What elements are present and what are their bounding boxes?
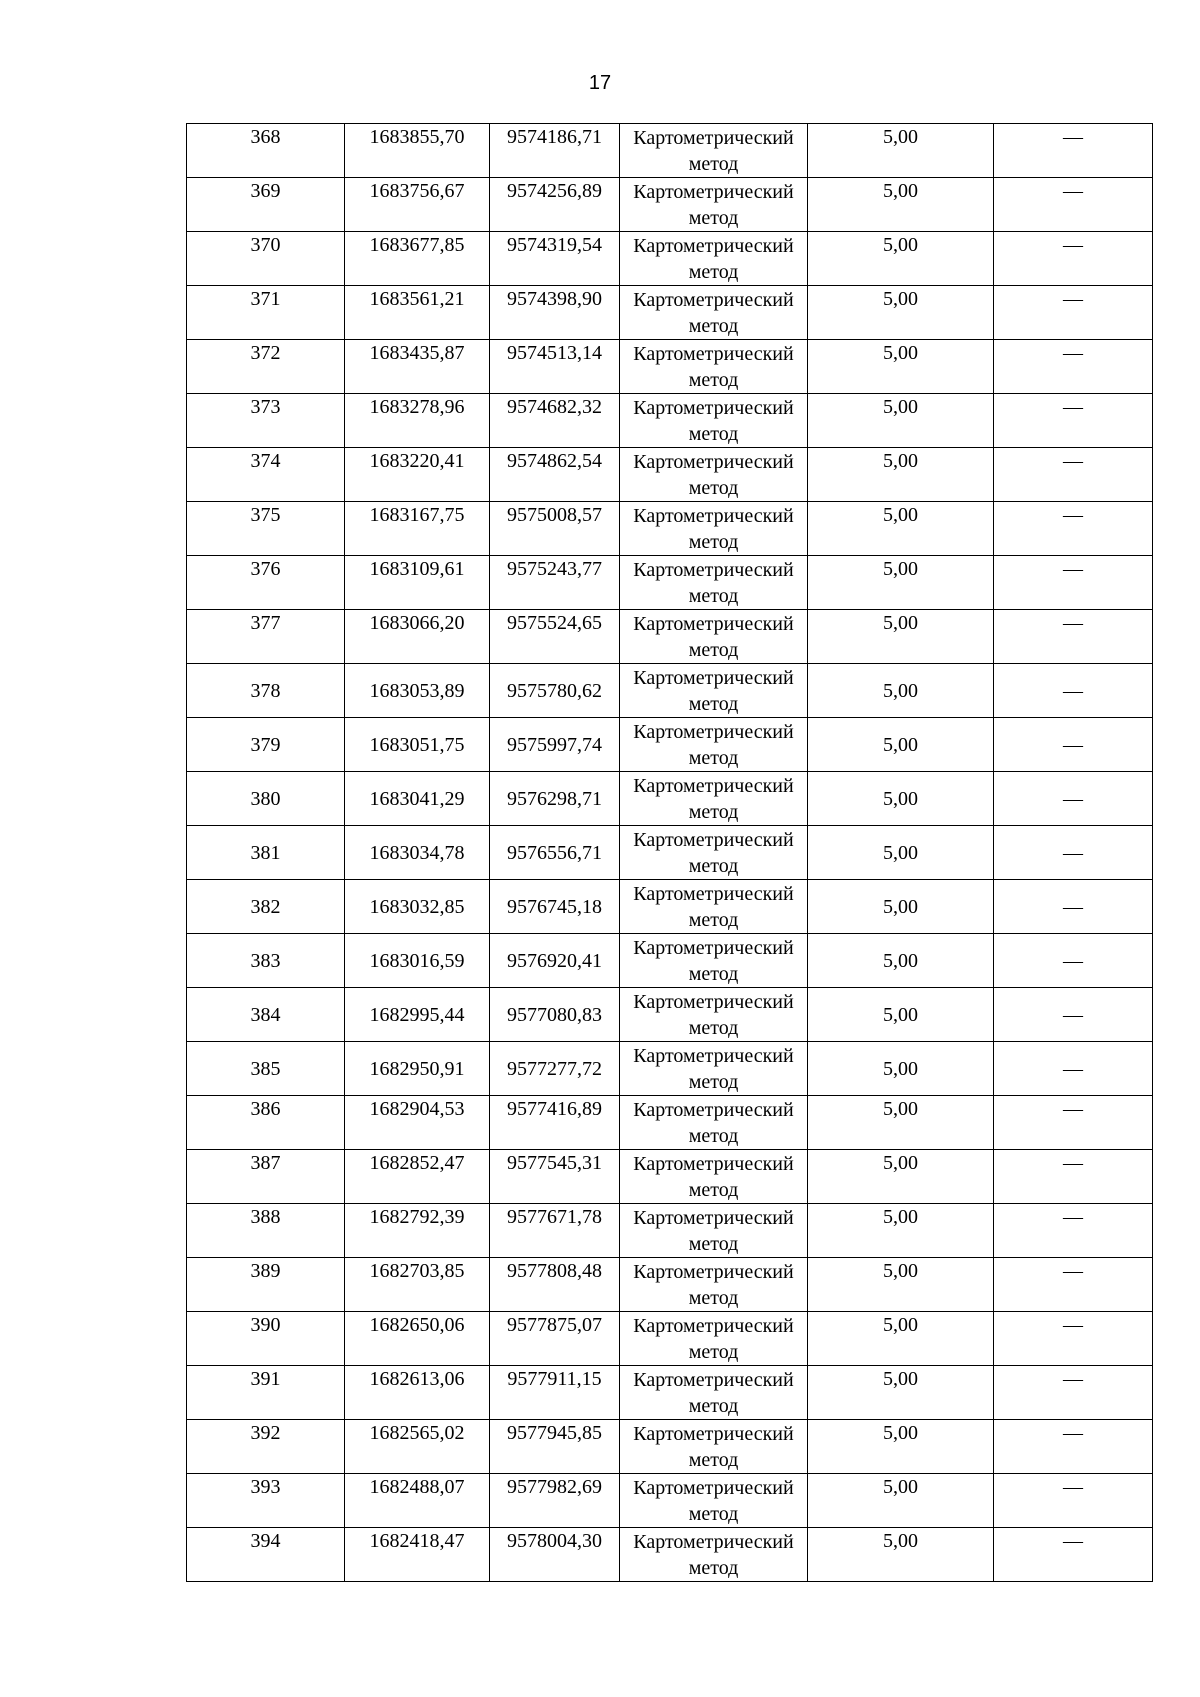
- y-coordinate-cell: 9577982,69: [490, 1474, 620, 1528]
- description-cell: —: [994, 1150, 1153, 1204]
- x-coordinate-cell: 1683032,85: [345, 880, 490, 934]
- description-cell: —: [994, 1474, 1153, 1528]
- y-coordinate-cell: 9577545,31: [490, 1150, 620, 1204]
- y-coordinate-cell: 9575008,57: [490, 502, 620, 556]
- method-cell: Картометрический метод: [620, 1096, 808, 1150]
- table-row: [187, 664, 1153, 718]
- method-cell: Картометрический метод: [620, 1150, 808, 1204]
- y-coordinate-cell: 9574682,32: [490, 394, 620, 448]
- table-row: [187, 178, 1153, 232]
- point-number-cell: 388: [187, 1204, 345, 1258]
- x-coordinate-cell: 1683034,78: [345, 826, 490, 880]
- description-cell: —: [994, 1312, 1153, 1366]
- method-cell: Картометрический метод: [620, 1042, 808, 1096]
- description-cell: —: [994, 286, 1153, 340]
- x-coordinate-cell: 1683561,21: [345, 286, 490, 340]
- accuracy-cell: 5,00: [808, 448, 994, 502]
- point-number-cell: 383: [187, 934, 345, 988]
- accuracy-cell: 5,00: [808, 340, 994, 394]
- description-cell: —: [994, 718, 1153, 772]
- description-cell: —: [994, 1420, 1153, 1474]
- y-coordinate-cell: 9576920,41: [490, 934, 620, 988]
- x-coordinate-cell: 1682995,44: [345, 988, 490, 1042]
- accuracy-cell: 5,00: [808, 1420, 994, 1474]
- description-cell: —: [994, 340, 1153, 394]
- method-cell: Картометрический метод: [620, 1528, 808, 1582]
- table-row: [187, 1420, 1153, 1474]
- point-number-cell: 389: [187, 1258, 345, 1312]
- method-cell: Картометрический метод: [620, 1420, 808, 1474]
- y-coordinate-cell: 9577911,15: [490, 1366, 620, 1420]
- x-coordinate-cell: 1683855,70: [345, 124, 490, 178]
- table-row: [187, 988, 1153, 1042]
- table-row: [187, 340, 1153, 394]
- y-coordinate-cell: 9575780,62: [490, 664, 620, 718]
- description-cell: —: [994, 394, 1153, 448]
- table-row: [187, 1366, 1153, 1420]
- description-cell: —: [994, 1258, 1153, 1312]
- y-coordinate-cell: 9577875,07: [490, 1312, 620, 1366]
- method-cell: Картометрический метод: [620, 1258, 808, 1312]
- coordinates-table-body: [187, 124, 1153, 1582]
- accuracy-cell: 5,00: [808, 610, 994, 664]
- y-coordinate-cell: 9577277,72: [490, 1042, 620, 1096]
- method-cell: Картометрический метод: [620, 124, 808, 178]
- table-row: [187, 1528, 1153, 1582]
- method-cell: Картометрический метод: [620, 988, 808, 1042]
- table-row: [187, 826, 1153, 880]
- x-coordinate-cell: 1682904,53: [345, 1096, 490, 1150]
- description-cell: —: [994, 232, 1153, 286]
- point-number-cell: 380: [187, 772, 345, 826]
- method-cell: Картометрический метод: [620, 826, 808, 880]
- point-number-cell: 393: [187, 1474, 345, 1528]
- description-cell: —: [994, 610, 1153, 664]
- accuracy-cell: 5,00: [808, 556, 994, 610]
- accuracy-cell: 5,00: [808, 718, 994, 772]
- point-number-cell: 373: [187, 394, 345, 448]
- accuracy-cell: 5,00: [808, 934, 994, 988]
- method-cell: Картометрический метод: [620, 394, 808, 448]
- point-number-cell: 386: [187, 1096, 345, 1150]
- description-cell: —: [994, 1042, 1153, 1096]
- description-cell: —: [994, 772, 1153, 826]
- point-number-cell: 394: [187, 1528, 345, 1582]
- point-number-cell: 391: [187, 1366, 345, 1420]
- accuracy-cell: 5,00: [808, 502, 994, 556]
- accuracy-cell: 5,00: [808, 772, 994, 826]
- accuracy-cell: 5,00: [808, 1474, 994, 1528]
- table-row: [187, 934, 1153, 988]
- table-row: [187, 1204, 1153, 1258]
- accuracy-cell: 5,00: [808, 664, 994, 718]
- x-coordinate-cell: 1683278,96: [345, 394, 490, 448]
- description-cell: —: [994, 1204, 1153, 1258]
- table-row: [187, 286, 1153, 340]
- method-cell: Картометрический метод: [620, 178, 808, 232]
- x-coordinate-cell: 1682950,91: [345, 1042, 490, 1096]
- table-row: [187, 880, 1153, 934]
- x-coordinate-cell: 1682792,39: [345, 1204, 490, 1258]
- x-coordinate-cell: 1683053,89: [345, 664, 490, 718]
- x-coordinate-cell: 1683051,75: [345, 718, 490, 772]
- point-number-cell: 379: [187, 718, 345, 772]
- method-cell: Картометрический метод: [620, 286, 808, 340]
- y-coordinate-cell: 9577945,85: [490, 1420, 620, 1474]
- x-coordinate-cell: 1682488,07: [345, 1474, 490, 1528]
- accuracy-cell: 5,00: [808, 880, 994, 934]
- table-row: [187, 1258, 1153, 1312]
- description-cell: —: [994, 664, 1153, 718]
- method-cell: Картометрический метод: [620, 718, 808, 772]
- table-row: [187, 394, 1153, 448]
- y-coordinate-cell: 9577416,89: [490, 1096, 620, 1150]
- table-row: [187, 556, 1153, 610]
- method-cell: Картометрический метод: [620, 340, 808, 394]
- point-number-cell: 375: [187, 502, 345, 556]
- x-coordinate-cell: 1683066,20: [345, 610, 490, 664]
- table-row: [187, 772, 1153, 826]
- table-row: [187, 1150, 1153, 1204]
- description-cell: —: [994, 988, 1153, 1042]
- table-row: [187, 1042, 1153, 1096]
- table-row: [187, 1312, 1153, 1366]
- method-cell: Картометрический метод: [620, 772, 808, 826]
- description-cell: —: [994, 448, 1153, 502]
- method-cell: Картометрический метод: [620, 556, 808, 610]
- description-cell: —: [994, 1366, 1153, 1420]
- point-number-cell: 382: [187, 880, 345, 934]
- accuracy-cell: 5,00: [808, 1366, 994, 1420]
- y-coordinate-cell: 9575997,74: [490, 718, 620, 772]
- x-coordinate-cell: 1683109,61: [345, 556, 490, 610]
- y-coordinate-cell: 9574398,90: [490, 286, 620, 340]
- point-number-cell: 387: [187, 1150, 345, 1204]
- y-coordinate-cell: 9577080,83: [490, 988, 620, 1042]
- accuracy-cell: 5,00: [808, 394, 994, 448]
- method-cell: Картометрический метод: [620, 232, 808, 286]
- x-coordinate-cell: 1682613,06: [345, 1366, 490, 1420]
- table-row: [187, 124, 1153, 178]
- point-number-cell: 376: [187, 556, 345, 610]
- point-number-cell: 377: [187, 610, 345, 664]
- table-row: [187, 448, 1153, 502]
- point-number-cell: 374: [187, 448, 345, 502]
- table-row: [187, 610, 1153, 664]
- description-cell: —: [994, 826, 1153, 880]
- accuracy-cell: 5,00: [808, 178, 994, 232]
- x-coordinate-cell: 1682650,06: [345, 1312, 490, 1366]
- table-row: [187, 1474, 1153, 1528]
- x-coordinate-cell: 1683016,59: [345, 934, 490, 988]
- accuracy-cell: 5,00: [808, 286, 994, 340]
- description-cell: —: [994, 556, 1153, 610]
- method-cell: Картометрический метод: [620, 1312, 808, 1366]
- y-coordinate-cell: 9574319,54: [490, 232, 620, 286]
- accuracy-cell: 5,00: [808, 1528, 994, 1582]
- y-coordinate-cell: 9574513,14: [490, 340, 620, 394]
- point-number-cell: 381: [187, 826, 345, 880]
- point-number-cell: 385: [187, 1042, 345, 1096]
- y-coordinate-cell: 9577671,78: [490, 1204, 620, 1258]
- x-coordinate-cell: 1683756,67: [345, 178, 490, 232]
- accuracy-cell: 5,00: [808, 826, 994, 880]
- x-coordinate-cell: 1683041,29: [345, 772, 490, 826]
- point-number-cell: 368: [187, 124, 345, 178]
- method-cell: Картометрический метод: [620, 1366, 808, 1420]
- table-row: [187, 718, 1153, 772]
- table-row: [187, 232, 1153, 286]
- description-cell: —: [994, 934, 1153, 988]
- description-cell: —: [994, 178, 1153, 232]
- y-coordinate-cell: 9574186,71: [490, 124, 620, 178]
- accuracy-cell: 5,00: [808, 124, 994, 178]
- method-cell: Картометрический метод: [620, 934, 808, 988]
- y-coordinate-cell: 9575524,65: [490, 610, 620, 664]
- description-cell: —: [994, 880, 1153, 934]
- point-number-cell: 369: [187, 178, 345, 232]
- description-cell: —: [994, 1096, 1153, 1150]
- point-number-cell: 390: [187, 1312, 345, 1366]
- method-cell: Картометрический метод: [620, 502, 808, 556]
- method-cell: Картометрический метод: [620, 610, 808, 664]
- y-coordinate-cell: 9576745,18: [490, 880, 620, 934]
- description-cell: —: [994, 502, 1153, 556]
- accuracy-cell: 5,00: [808, 1042, 994, 1096]
- description-cell: —: [994, 124, 1153, 178]
- table-row: [187, 502, 1153, 556]
- x-coordinate-cell: 1682418,47: [345, 1528, 490, 1582]
- point-number-cell: 378: [187, 664, 345, 718]
- point-number-cell: 371: [187, 286, 345, 340]
- accuracy-cell: 5,00: [808, 988, 994, 1042]
- method-cell: Картометрический метод: [620, 1204, 808, 1258]
- method-cell: Картометрический метод: [620, 448, 808, 502]
- page-number: 17: [588, 72, 612, 94]
- accuracy-cell: 5,00: [808, 1150, 994, 1204]
- description-cell: —: [994, 1528, 1153, 1582]
- y-coordinate-cell: 9574862,54: [490, 448, 620, 502]
- x-coordinate-cell: 1683220,41: [345, 448, 490, 502]
- y-coordinate-cell: 9575243,77: [490, 556, 620, 610]
- coordinates-table: [186, 123, 1153, 1582]
- method-cell: Картометрический метод: [620, 880, 808, 934]
- y-coordinate-cell: 9577808,48: [490, 1258, 620, 1312]
- x-coordinate-cell: 1682565,02: [345, 1420, 490, 1474]
- accuracy-cell: 5,00: [808, 1312, 994, 1366]
- accuracy-cell: 5,00: [808, 1204, 994, 1258]
- method-cell: Картометрический метод: [620, 1474, 808, 1528]
- x-coordinate-cell: 1682703,85: [345, 1258, 490, 1312]
- point-number-cell: 370: [187, 232, 345, 286]
- y-coordinate-cell: 9574256,89: [490, 178, 620, 232]
- y-coordinate-cell: 9576556,71: [490, 826, 620, 880]
- y-coordinate-cell: 9576298,71: [490, 772, 620, 826]
- accuracy-cell: 5,00: [808, 232, 994, 286]
- x-coordinate-cell: 1683435,87: [345, 340, 490, 394]
- point-number-cell: 392: [187, 1420, 345, 1474]
- x-coordinate-cell: 1683677,85: [345, 232, 490, 286]
- point-number-cell: 372: [187, 340, 345, 394]
- y-coordinate-cell: 9578004,30: [490, 1528, 620, 1582]
- x-coordinate-cell: 1682852,47: [345, 1150, 490, 1204]
- x-coordinate-cell: 1683167,75: [345, 502, 490, 556]
- accuracy-cell: 5,00: [808, 1258, 994, 1312]
- point-number-cell: 384: [187, 988, 345, 1042]
- table-row: [187, 1096, 1153, 1150]
- method-cell: Картометрический метод: [620, 664, 808, 718]
- accuracy-cell: 5,00: [808, 1096, 994, 1150]
